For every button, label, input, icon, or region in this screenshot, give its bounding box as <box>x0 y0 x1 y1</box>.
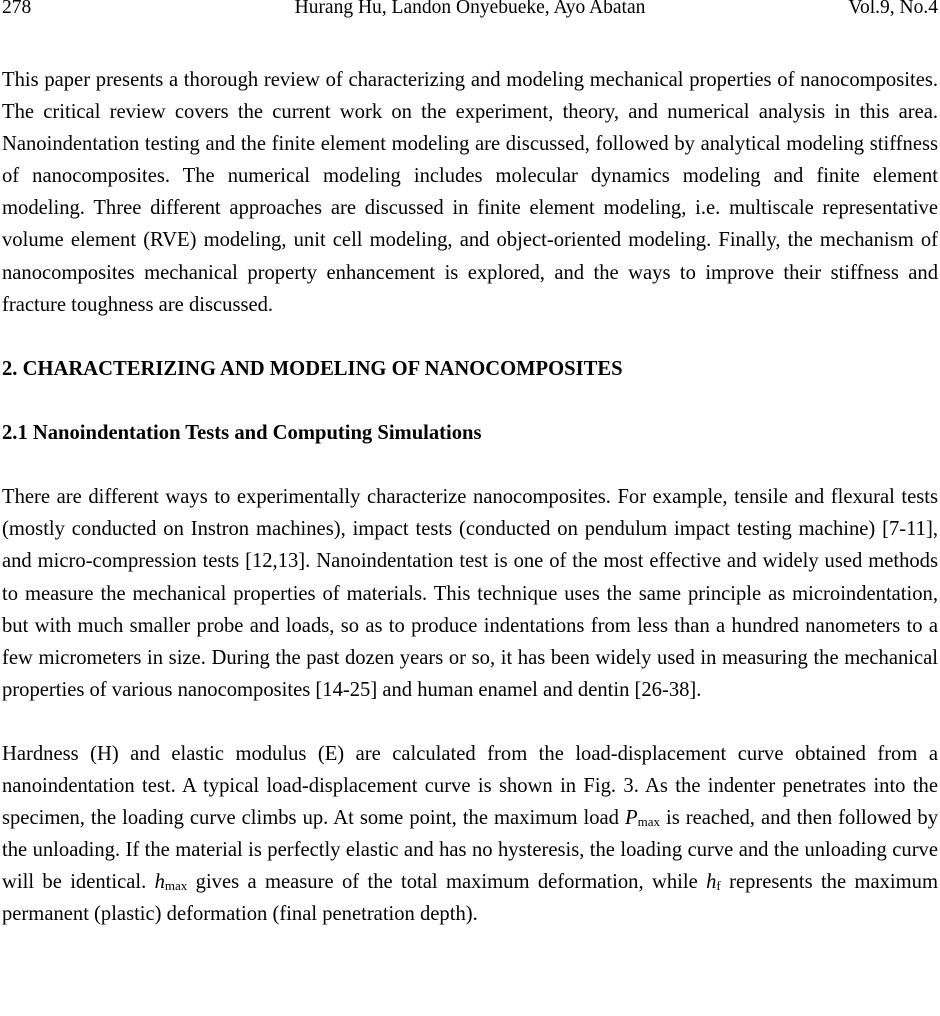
subscript-max: max <box>637 814 660 830</box>
header-page-number: 278 <box>2 0 32 18</box>
symbol-p: P <box>625 807 638 830</box>
header-authors: Hurang Hu, Landon Onyebueke, Ayo Abatan <box>294 0 646 18</box>
body-paragraph-load-displacement <box>2 738 938 931</box>
symbol-h: h <box>706 871 717 894</box>
intro-paragraph: This paper presents a thorough review of characterizing and modeling mechanical properties of nanocomposites. The critical review covers the current work on the experiment, theory, and numerical analysis in this area. Nanoindentation testing and the finite element modeling are discussed, followed by analytical modeling stiffness of nanocomposites. The numerical modeling includes molecular dynamics modeling and finite element modeling. Three different approaches are discussed in finite element modeling, i.e. multiscale representative volume element (RVE) modeling, unit cell modeling, and object-oriented modeling. Finally, the mechanism of nanocomposites mechanical property enhancement is explored, and the ways to improve their stiffness and fracture toughness are discussed. <box>2 69 938 316</box>
section-heading: 2. CHARACTERIZING AND MODELING OF NANOCOMPOSITES <box>2 357 623 380</box>
header-volume: Vol.9, No.4 <box>848 0 938 18</box>
running-header <box>2 0 938 19</box>
subscript-max: max <box>164 878 188 894</box>
para3-text-2: is reached, and then followed by the unloading. If the material is perfectly elastic and has no hysteresis, the loading curve and the unloading curve will be identical. <box>2 807 939 894</box>
paper-page <box>2 0 938 931</box>
para3-text-3: gives a measure of the total maximum deformation, while <box>187 871 707 894</box>
subsection-heading: 2.1 Nanoindentation Tests and Computing Simulations <box>2 422 482 445</box>
body-paragraph-experimental-methods: There are different ways to experimentally characterize nanocomposites. For example, tensile and flexural tests (mostly conducted on Instron machines), impact tests (conducted on pendulum impact testing machine) [7-11], and micro-compression tests [12,13]. Nanoindentation test is one of the most effective and widely used methods to measure the mechanical properties of materials. This technique uses the same principle as microindentation, but with much smaller probe and loads, so as to produce indentations from less than a hundred nanometers to a few micrometers in size. During the past dozen years or so, it has been widely used in measuring the mechanical properties of various nanocomposites [14-25] and human enamel and dentin [26-38]. <box>2 486 938 701</box>
subscript-f: f <box>716 878 721 894</box>
para3-text-4: represents the maximum permanent (plastic) deformation (final penetration depth). <box>2 871 938 926</box>
symbol-h: h <box>154 871 165 894</box>
para3-text-1: Hardness (H) and elastic modulus (E) are calculated from the load-displacement curve obtained from a nanoindentation test. A typical load-displacement curve is shown in Fig. 3. As the indenter penetrates into the specimen, the loading curve climbs up. At some point, the maximum load <box>2 742 938 830</box>
